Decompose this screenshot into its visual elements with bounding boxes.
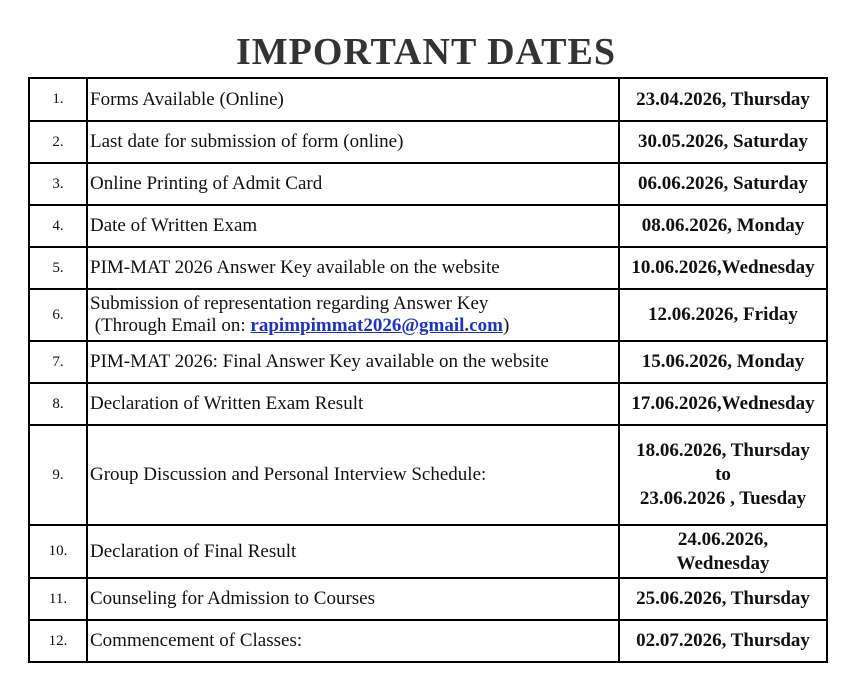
table-row: [29, 383, 827, 425]
event-cell: Last date for submission of form (online): [87, 121, 619, 163]
event-cell: Counseling for Admission to Courses: [87, 578, 619, 620]
row-number: 2.: [29, 121, 87, 163]
date-cell: 17.06.2026,Wednesday: [619, 383, 827, 425]
table-row: [29, 620, 827, 662]
table-row: [29, 578, 827, 620]
event-cell: Online Printing of Admit Card: [87, 163, 619, 205]
table-row: [29, 425, 827, 525]
date-cell: [619, 525, 827, 578]
row-number: 4.: [29, 205, 87, 247]
email-suffix: ): [502, 315, 510, 336]
row-number: 10.: [29, 525, 87, 578]
event-cell: PIM-MAT 2026 Answer Key available on the website: [87, 247, 619, 289]
row-number: 8.: [29, 383, 87, 425]
table-row: [29, 525, 827, 578]
table-row: [29, 289, 827, 341]
table-row: [29, 163, 827, 205]
important-dates-table: [28, 77, 828, 663]
table-row: [29, 78, 827, 121]
event-cell: Declaration of Final Result: [87, 525, 619, 578]
date-cell: 02.07.2026, Thursday: [619, 620, 827, 662]
row-number: 12.: [29, 620, 87, 662]
table-row: [29, 205, 827, 247]
table-row: [29, 341, 827, 383]
event-cell: Declaration of Written Exam Result: [87, 383, 619, 425]
date-line-2: Wednesday: [676, 552, 770, 574]
date-cell: 06.06.2026, Saturday: [619, 163, 827, 205]
event-cell: Date of Written Exam: [87, 205, 619, 247]
event-line: Submission of representation regarding Answer Key: [90, 293, 489, 314]
date-cell: 25.06.2026, Thursday: [619, 578, 827, 620]
row-number: 1.: [29, 78, 87, 121]
event-cell: [87, 289, 619, 341]
event-cell: Commencement of Classes:: [87, 620, 619, 662]
email-link[interactable]: rapimpimmat2026@gmail.com: [250, 315, 503, 336]
email-prefix: (Through Email on:: [90, 315, 251, 336]
date-cell: 12.06.2026, Friday: [619, 289, 827, 341]
row-number: 6.: [29, 289, 87, 341]
date-cell: [619, 425, 827, 525]
date-cell: 08.06.2026, Monday: [619, 205, 827, 247]
event-line: [90, 315, 618, 337]
date-line-1: 24.06.2026,: [677, 528, 769, 550]
date-cell: 23.04.2026, Thursday: [619, 78, 827, 121]
page-title: IMPORTANT DATES: [236, 31, 616, 73]
row-number: 9.: [29, 425, 87, 525]
row-number: 3.: [29, 163, 87, 205]
date-cell: 15.06.2026, Monday: [619, 341, 827, 383]
date-from: 18.06.2026, Thursday: [636, 440, 810, 461]
row-number: 11.: [29, 578, 87, 620]
date-cell: 30.05.2026, Saturday: [619, 121, 827, 163]
event-cell: Group Discussion and Personal Interview Schedule:: [87, 425, 619, 525]
date-cell: 10.06.2026,Wednesday: [619, 247, 827, 289]
date-separator: to: [715, 464, 731, 485]
row-number: 7.: [29, 341, 87, 383]
row-number: 5.: [29, 247, 87, 289]
table-row: [29, 121, 827, 163]
event-cell: PIM-MAT 2026: Final Answer Key available on the website: [87, 341, 619, 383]
event-cell: Forms Available (Online): [87, 78, 619, 121]
table-row: [29, 247, 827, 289]
date-to: 23.06.2026 , Tuesday: [639, 488, 807, 509]
